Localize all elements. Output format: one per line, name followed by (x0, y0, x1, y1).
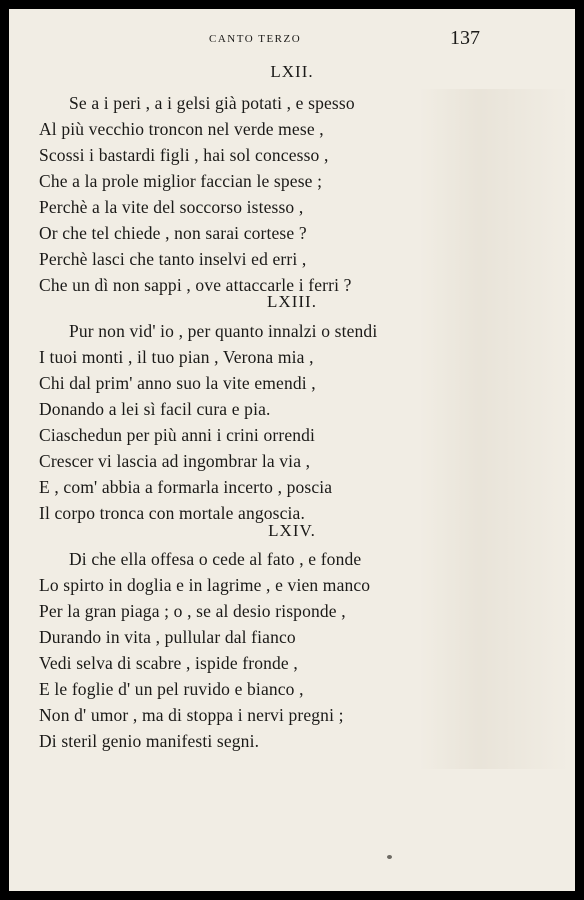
verse-line: Donando a lei sì facil cura e pia. (39, 399, 271, 419)
verse-line: Di steril genio manifesti segni. (39, 731, 260, 751)
verse-line: Se a i peri , a i gelsi già potati , e spesso (69, 93, 355, 113)
verse-line: Che a la prole miglior faccian le spese ; (39, 171, 323, 191)
verse-line: I tuoi monti , il tuo pian , Verona mia , (39, 347, 314, 367)
show-through-shadow (419, 89, 569, 769)
verse-line: Crescer vi lascia ad ingombrar la via , (39, 451, 311, 471)
verse-line: Per la gran piaga ; o , se al desio risponde , (39, 601, 346, 621)
stanza-number: LXIV. (268, 521, 316, 540)
verse-line: Durando in vita , pullular dal fianco (39, 627, 296, 647)
verse-line: E le foglie d' un pel ruvido e bianco , (39, 679, 304, 699)
verse-line: Ciaschedun per più anni i crini orrendi (39, 425, 316, 445)
stanza-number: LXIII. (267, 292, 317, 311)
running-title: CANTO TERZO (209, 33, 302, 45)
page-number: 137 (450, 27, 480, 49)
verse-line: Chi dal prim' anno suo la vite emendi , (39, 373, 316, 393)
ink-speck (387, 855, 392, 859)
book-page (9, 9, 575, 891)
stanza-number: LXII. (270, 62, 314, 81)
verse-line: Di che ella offesa o cede al fato , e fonde (69, 549, 362, 569)
verse-line: Lo spirto in doglia e in lagrime , e vien manco (39, 575, 371, 595)
verse-line: Non d' umor , ma di stoppa i nervi pregni ; (39, 705, 344, 725)
verse-line: Al più vecchio troncon nel verde mese , (39, 119, 324, 139)
verse-line: Che un dì non sappi , ove attaccarle i ferri ? (39, 275, 352, 295)
verse-line: Pur non vid' io , per quanto innalzi o stendi (69, 321, 378, 341)
verse-line: Or che tel chiede , non sarai cortese ? (39, 223, 307, 243)
verse-line: Vedi selva di scabre , ispide fronde , (39, 653, 298, 673)
verse-line: Perchè a la vite del soccorso istesso , (39, 197, 304, 217)
running-head (9, 29, 575, 55)
verse-line: E , com' abbia a formarla incerto , poscia (39, 477, 333, 497)
verse-line: Perchè lasci che tanto inselvi ed erri , (39, 249, 307, 269)
verse-line: Scossi i bastardi figli , hai sol concesso , (39, 145, 329, 165)
verse-line: Il corpo tronca con mortale angoscia. (39, 503, 305, 523)
